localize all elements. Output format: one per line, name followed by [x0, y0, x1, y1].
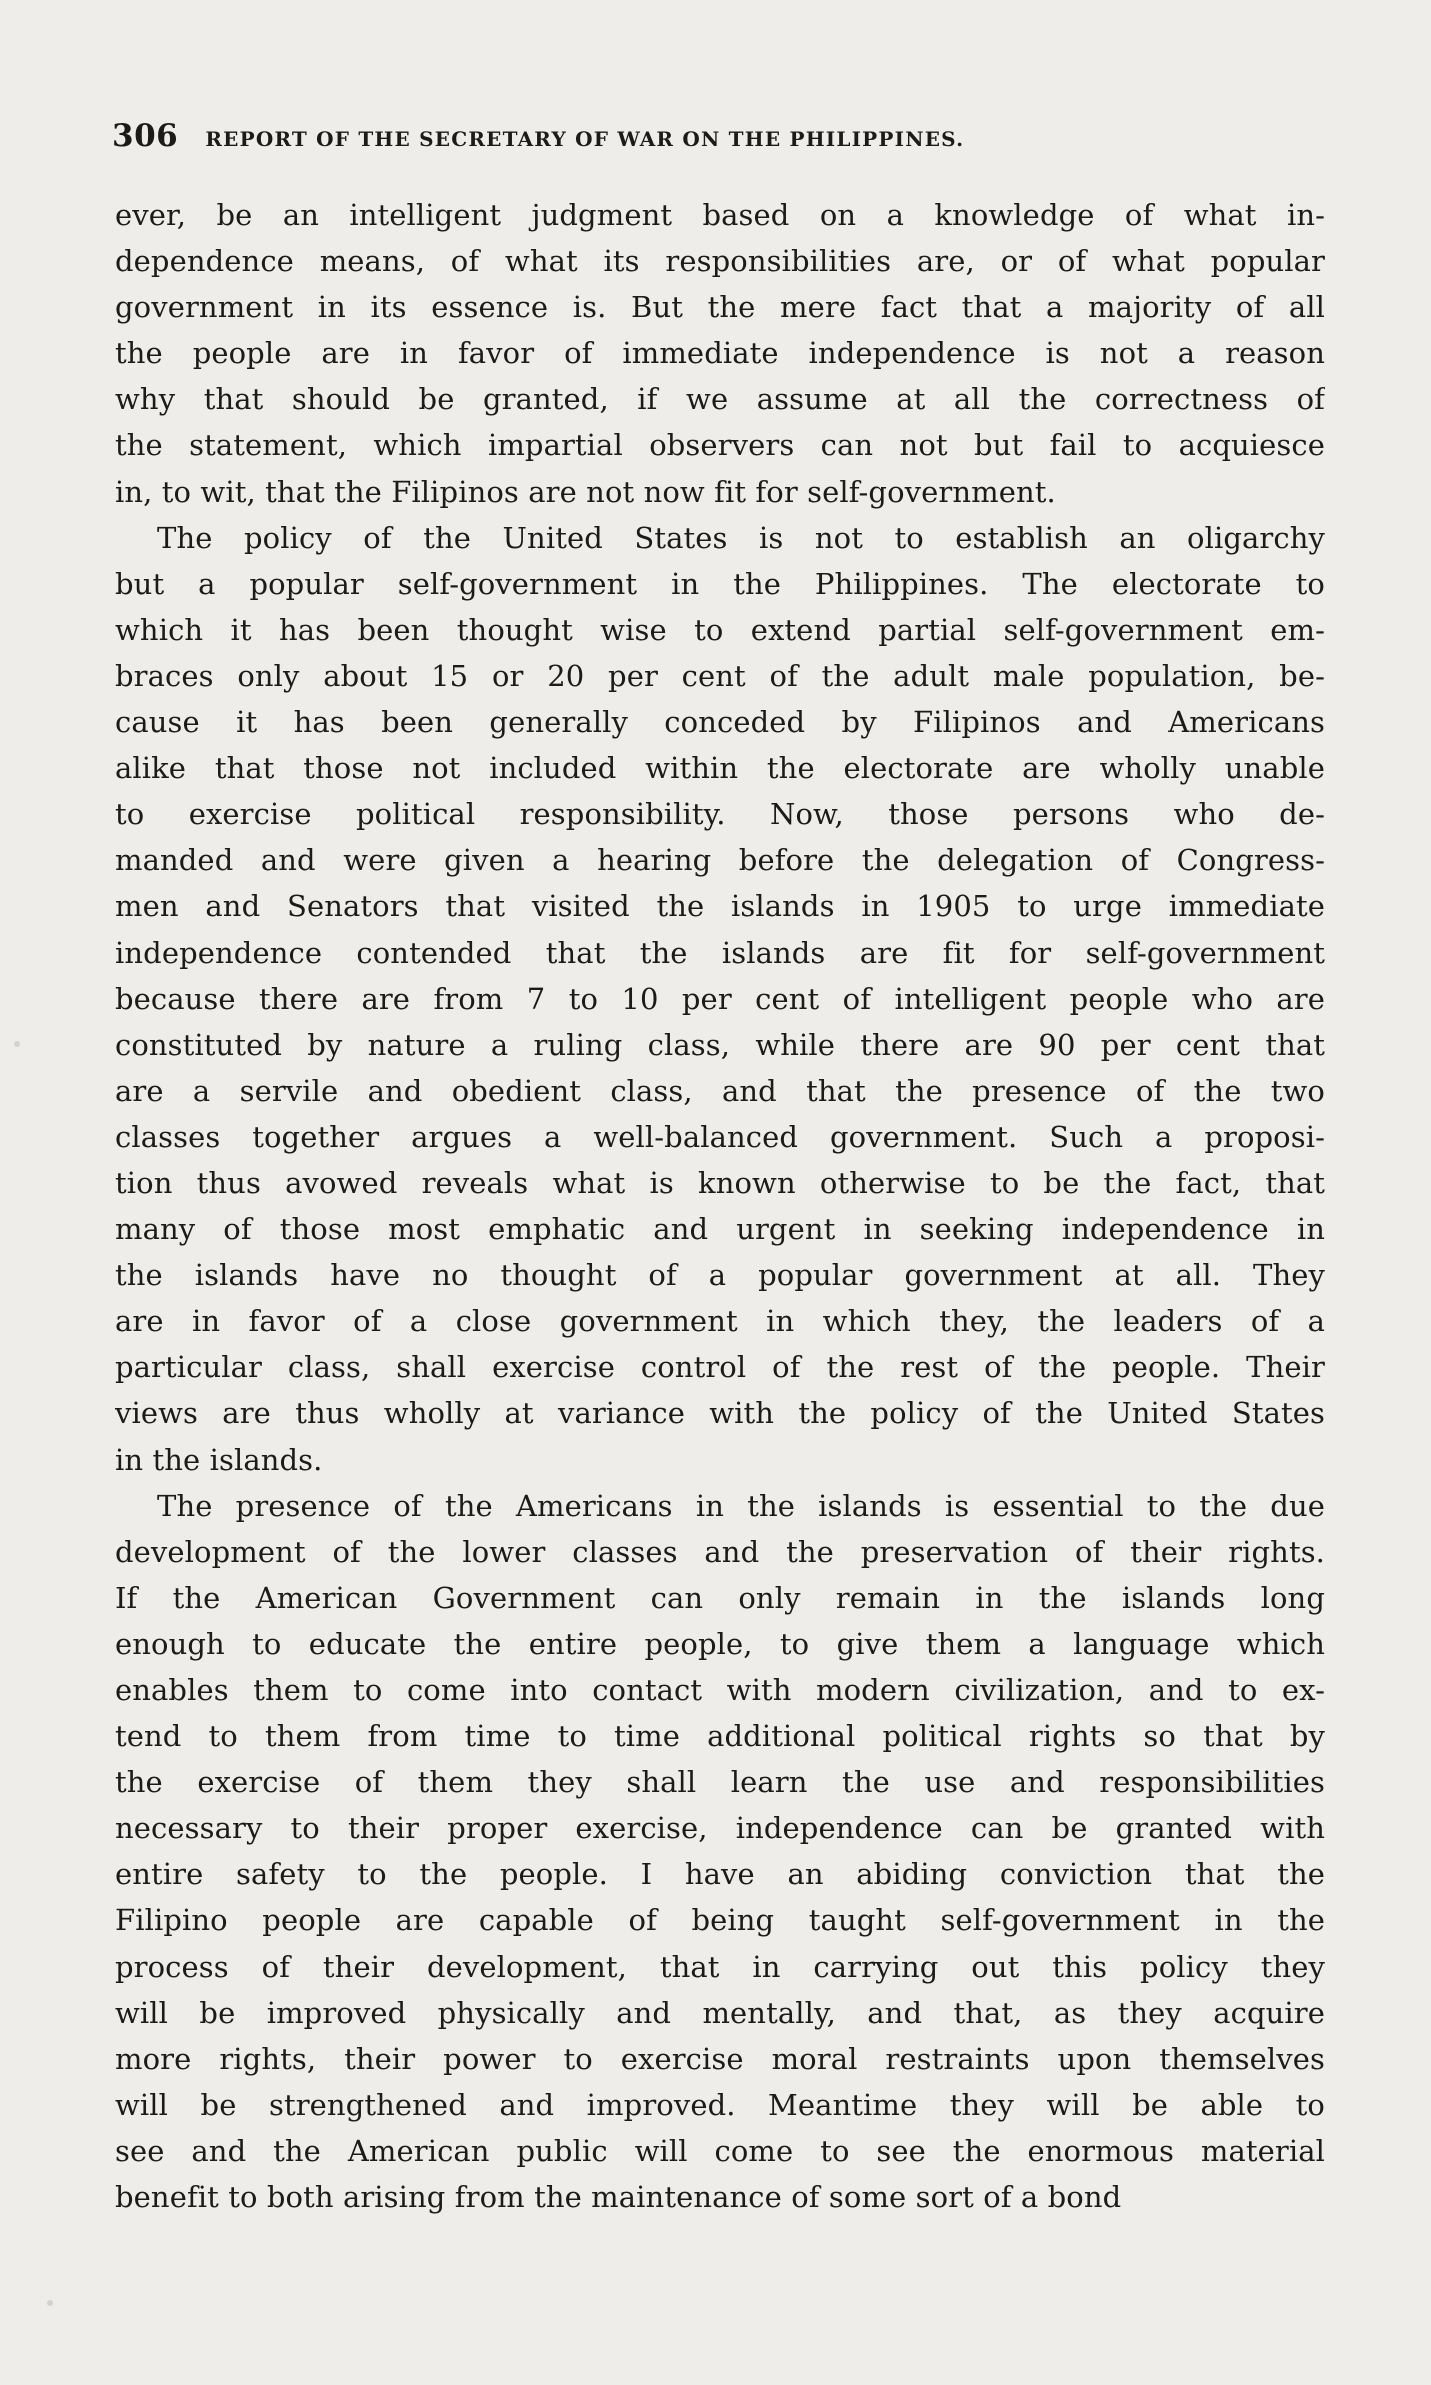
- text-line: dependence means, of what its responsibilities are, or of what popular: [115, 244, 1325, 279]
- text-line: but a popular self-government in the Philippines. The electorate to: [115, 566, 1325, 601]
- text-line: see and the American public will come to see the enormous material: [115, 2133, 1325, 2168]
- text-line: tend to them from time to time additional political rights so that by: [115, 1719, 1325, 1754]
- text-line: men and Senators that visited the islands in 1905 to urge immediate: [115, 889, 1325, 924]
- text-line: which it has been thought wise to extend partial self-government em-: [115, 612, 1325, 647]
- text-line: because there are from 7 to 10 per cent of intelligent people who are: [115, 981, 1325, 1016]
- text-line: entire safety to the people. I have an abiding conviction that the: [115, 1857, 1325, 1892]
- text-line: classes together argues a well-balanced government. Such a proposi-: [115, 1119, 1325, 1154]
- body-text: [115, 192, 1325, 2220]
- text-line: alike that those not included within the electorate are wholly unable: [115, 751, 1325, 786]
- text-line: the statement, which impartial observers can not but fail to acquiesce: [115, 428, 1325, 463]
- text-line: will be strengthened and improved. Meantime they will be able to: [115, 2087, 1325, 2122]
- text-line: to exercise political responsibility. Now, those persons who de-: [115, 797, 1325, 832]
- text-line: The policy of the United States is not to establish an oligarchy: [157, 520, 1325, 555]
- text-line: If the American Government can only remain in the islands long: [115, 1580, 1325, 1615]
- text-line: many of those most emphatic and urgent in seeking independence in: [115, 1212, 1325, 1247]
- text-line: will be improved physically and mentally, and that, as they acquire: [115, 1995, 1325, 2030]
- text-line: government in its essence is. But the mere fact that a majority of all: [115, 290, 1325, 325]
- text-line: manded and were given a hearing before the delegation of Congress-: [115, 843, 1325, 878]
- text-line: process of their development, that in carrying out this policy they: [115, 1949, 1325, 1984]
- text-line: benefit to both arising from the maintenance of some sort of a bond: [115, 2180, 1122, 2215]
- scan-speck: [14, 1041, 20, 1047]
- text-line: Filipino people are capable of being taught self-government in the: [115, 1903, 1325, 1938]
- text-line: are in favor of a close government in which they, the leaders of a: [115, 1304, 1325, 1339]
- running-head: REPORT OF THE SECRETARY OF WAR ON THE PHILIPPINES.: [205, 127, 965, 151]
- text-line: why that should be granted, if we assume at all the correctness of: [115, 382, 1325, 417]
- text-line: the islands have no thought of a popular government at all. They: [115, 1258, 1325, 1293]
- text-line: particular class, shall exercise control of the rest of the people. Their: [115, 1350, 1325, 1385]
- text-line: enough to educate the entire people, to give them a language which: [115, 1626, 1325, 1661]
- text-line: independence contended that the islands are fit for self-government: [115, 935, 1325, 970]
- page-number: 306: [112, 118, 179, 154]
- text-line: in the islands.: [115, 1442, 323, 1477]
- text-line: cause it has been generally conceded by Filipinos and Americans: [115, 705, 1325, 740]
- text-line: the exercise of them they shall learn the use and responsibilities: [115, 1765, 1325, 1800]
- text-line: more rights, their power to exercise moral restraints upon themselves: [115, 2041, 1325, 2076]
- text-line: are a servile and obedient class, and that the presence of the two: [115, 1073, 1325, 1108]
- text-line: The presence of the Americans in the islands is essential to the due: [157, 1488, 1325, 1523]
- text-line: in, to wit, that the Filipinos are not now fit for self-government.: [115, 474, 1056, 509]
- text-line: braces only about 15 or 20 per cent of the adult male population, be-: [115, 658, 1325, 693]
- text-line: constituted by nature a ruling class, while there are 90 per cent that: [115, 1027, 1325, 1062]
- text-line: enables them to come into contact with modern civilization, and to ex-: [115, 1673, 1325, 1707]
- text-line: development of the lower classes and the preservation of their rights.: [115, 1534, 1325, 1569]
- scan-speck: [47, 2300, 53, 2306]
- text-line: ever, be an intelligent judgment based on a knowledge of what in-: [115, 198, 1325, 232]
- text-line: views are thus wholly at variance with the policy of the United States: [115, 1396, 1325, 1431]
- text-line: tion thus avowed reveals what is known otherwise to be the fact, that: [115, 1165, 1325, 1200]
- text-line: necessary to their proper exercise, independence can be granted with: [115, 1811, 1325, 1846]
- page-header: [112, 118, 1322, 158]
- text-line: the people are in favor of immediate independence is not a reason: [115, 336, 1325, 371]
